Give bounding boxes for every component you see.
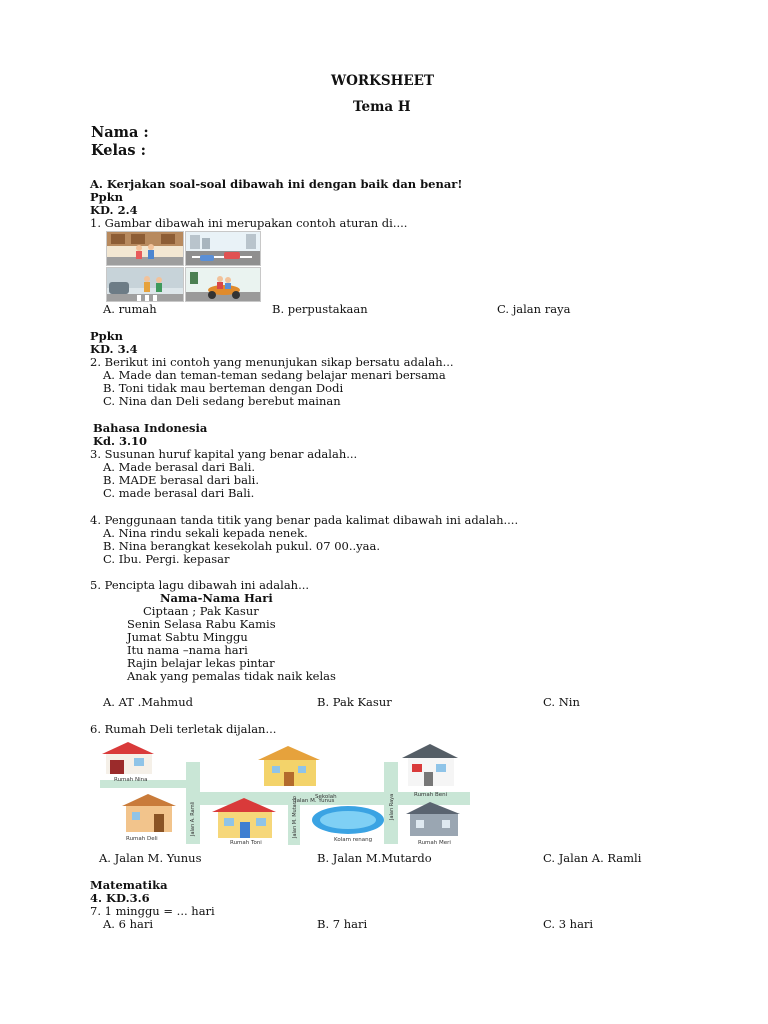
q2-subject: Ppkn	[90, 329, 124, 343]
q4-option-b: B. Nina berangkat kesekolah pukul. 07 00..yaa.	[103, 539, 381, 553]
q7-option-a: A. 6 hari	[103, 917, 154, 931]
q6-question: 6. Rumah Deli terletak dijalan...	[90, 722, 277, 736]
name-field-label: Nama :	[91, 124, 149, 141]
q7-question: 7. 1 minggu = ... hari	[90, 904, 215, 918]
q5-option-a: A. AT .Mahmud	[103, 695, 193, 709]
q5-song-title: Nama-Nama Hari	[160, 591, 273, 605]
q5-lyric-line: Senin Selasa Rabu Kamis	[127, 617, 276, 631]
section-a-instruction: A. Kerjakan soal-soal dibawah ini dengan baik dan benar!	[90, 177, 463, 191]
q5-question: 5. Pencipta lagu dibawah ini adalah...	[90, 578, 310, 592]
q1-picture-traffic	[185, 231, 261, 266]
q7-option-b: B. 7 hari	[317, 917, 368, 931]
q2-kd: KD. 3.4	[90, 342, 138, 356]
q5-lyric-line: Anak yang pemalas tidak naik kelas	[127, 669, 336, 683]
q1-picture-street-waiting	[106, 231, 184, 266]
q5-option-b: B. Pak Kasur	[317, 695, 392, 709]
q4-option-a: A. Nina rindu sekali kepada nenek.	[103, 526, 308, 540]
q3-option-b: B. MADE berasal dari bali.	[103, 473, 260, 487]
label-rumah-toni: Rumah Toni	[230, 840, 262, 846]
q5-composer: Ciptaan ; Pak Kasur	[143, 604, 259, 618]
road-label-mutardo: Jalan M. Mutardo	[292, 796, 298, 838]
q2-question: 2. Berikut ini contoh yang menunjukan sikap bersatu adalah...	[90, 355, 454, 369]
q6-neighborhood-map	[100, 740, 470, 846]
class-field-label: Kelas :	[91, 142, 146, 159]
q2-option-c: C. Nina dan Deli sedang berebut mainan	[103, 394, 341, 408]
q2-option-a: A. Made dan teman-teman sedang belajar menari bersama	[103, 368, 446, 382]
q1-option-c: C. jalan raya	[497, 302, 571, 316]
q1-question: 1. Gambar dibawah ini merupakan contoh aturan di....	[90, 216, 408, 230]
road-label-ramli: Jalan A. Ramli	[190, 801, 196, 836]
q1-option-a: A. rumah	[103, 302, 157, 316]
q6-option-a: A. Jalan M. Yunus	[99, 851, 202, 865]
q4-option-c: C. Ibu. Pergi. kepasar	[103, 552, 230, 566]
q1-kd: KD. 2.4	[90, 203, 138, 217]
q5-lyric-line: Rajin belajar lekas pintar	[127, 656, 275, 670]
q3-subject: Bahasa Indonesia	[93, 421, 208, 435]
q3-kd: Kd. 3.10	[93, 434, 148, 448]
q3-question: 3. Susunan huruf kapital yang benar adalah...	[90, 447, 358, 461]
q5-option-c: C. Nin	[543, 695, 580, 709]
q6-option-b: B. Jalan M.Mutardo	[317, 851, 432, 865]
label-sekolah: Sekolah	[315, 794, 337, 800]
road-label-raya: Jalan Raya	[389, 793, 395, 820]
q1-picture-crossing	[106, 267, 184, 302]
label-rumah-beni: Rumah Beni	[414, 792, 448, 798]
q7-subject: Matematika	[90, 878, 168, 892]
q3-option-c: C. made berasal dari Bali.	[103, 486, 255, 500]
q1-option-b: B. perpustakaan	[272, 302, 368, 316]
road-label-yunus: Jalan M. Yunus	[295, 798, 335, 804]
label-rumah-deli: Rumah Deli	[126, 836, 158, 842]
q7-option-c: C. 3 hari	[543, 917, 594, 931]
q7-kd: 4. KD.3.6	[90, 891, 150, 905]
q4-question: 4. Penggunaan tanda titik yang benar pada kalimat dibawah ini adalah....	[90, 513, 519, 527]
q5-lyric-line: Itu nama –nama hari	[127, 643, 248, 657]
q3-option-a: A. Made berasal dari Bali.	[103, 460, 256, 474]
q2-option-b: B. Toni tidak mau berteman dengan Dodi	[103, 381, 344, 395]
q1-subject: Ppkn	[90, 190, 124, 204]
q6-option-c: C. Jalan A. Ramli	[543, 851, 642, 865]
theme-title: Tema H	[353, 99, 411, 115]
label-rumah-meri: Rumah Meri	[418, 840, 451, 846]
q5-lyric-line: Jumat Sabtu Minggu	[127, 630, 248, 644]
worksheet-title: WORKSHEET	[331, 73, 435, 89]
label-kolam: Kolam renang	[334, 837, 373, 843]
label-rumah-nina: Rumah Nina	[114, 777, 148, 783]
q1-picture-motorbike	[185, 267, 261, 302]
